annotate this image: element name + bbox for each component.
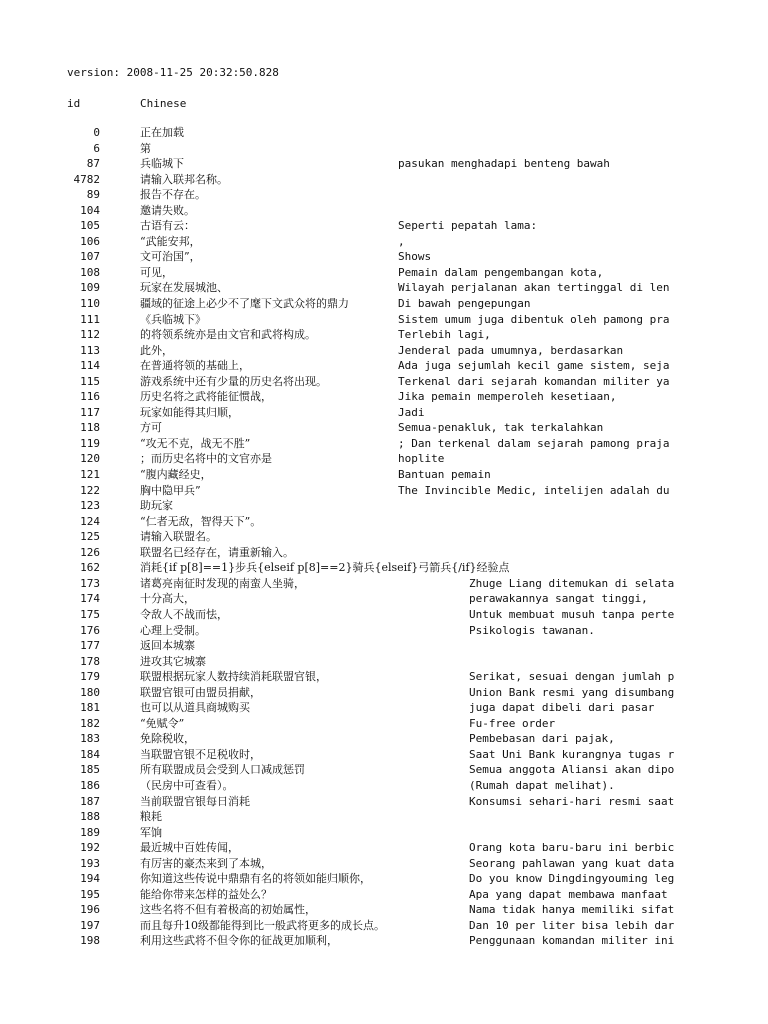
row-translation-text: Jenderal pada umumnya, berdasarkan: [398, 343, 624, 357]
row-chinese-text: 能给你带来怎样的益处么？: [140, 887, 272, 901]
row-id: 187: [80, 794, 100, 808]
row-translation-text: Semua anggota Aliansi akan dipo: [469, 763, 675, 777]
row-chinese-text: “腹内藏经史，: [140, 468, 212, 482]
row-chinese-text: 粮耗: [140, 810, 162, 824]
row-id: 106: [80, 234, 100, 248]
row-chinese-text: 诸葛亮南征时发现的南蛮人坐骑，: [140, 576, 305, 590]
row-translation-text: Seorang pahlawan yang kuat data: [469, 856, 675, 870]
table-row: [0, 747, 768, 763]
row-chinese-text: “武能安邦，: [140, 234, 201, 248]
row-translation-text: The Invincible Medic, intelijen adalah du: [398, 483, 670, 497]
row-chinese-text: 此外，: [140, 343, 173, 357]
row-id: 122: [80, 483, 100, 497]
table-row: [0, 218, 768, 234]
row-id: 175: [80, 607, 100, 621]
table-row: [0, 172, 768, 188]
row-translation-text: Orang kota baru-baru ini berbic: [469, 841, 675, 855]
table-row: [0, 856, 768, 872]
table-row: [0, 483, 768, 499]
row-id: 195: [80, 887, 100, 901]
row-translation-text: Nama tidak hanya memiliki sifat: [469, 903, 675, 917]
table-row: [0, 887, 768, 903]
row-translation-text: Sistem umum juga dibentuk oleh pamong pra: [398, 312, 670, 326]
row-id: 87: [86, 157, 100, 171]
version-line: version: 2008-11-25 20:32:50.828: [67, 66, 279, 79]
table-row: [0, 825, 768, 841]
table-row: [0, 700, 768, 716]
row-id: 109: [80, 281, 100, 295]
row-translation-text: juga dapat dibeli dari pasar: [469, 701, 655, 715]
row-chinese-text: 请输入联盟名。: [140, 530, 217, 544]
row-id: 183: [80, 732, 100, 746]
row-chinese-text: 玩家在发展城池、: [140, 281, 228, 295]
row-id: 177: [80, 639, 100, 653]
row-id: 117: [80, 405, 100, 419]
row-chinese-text: 请输入联邦名称。: [140, 172, 228, 186]
row-chinese-text: 的将领系统亦是由文官和武将构成。: [140, 328, 316, 342]
row-chinese-text: 《兵临城下》: [140, 312, 206, 326]
row-id: 121: [80, 468, 100, 482]
table-row: [0, 141, 768, 157]
table-row: [0, 451, 768, 467]
column-header-row: [0, 97, 768, 111]
row-chinese-text: 历史名将之武将能征惯战，: [140, 390, 272, 404]
table-row: [0, 312, 768, 328]
row-translation-text: Saat Uni Bank kurangnya tugas r: [469, 747, 675, 761]
table-row: [0, 249, 768, 265]
row-chinese-text: 最近城中百姓传闻，: [140, 841, 239, 855]
row-translation-text: Pemain dalam pengembangan kota,: [398, 265, 604, 279]
table-row: [0, 794, 768, 810]
row-id: 193: [80, 856, 100, 870]
row-translation-text: hoplite: [398, 452, 445, 466]
row-id: 6: [93, 141, 100, 155]
row-chinese-text: （民房中可查看）。: [140, 778, 234, 792]
row-translation-text: Apa yang dapat membawa manfaat: [469, 887, 668, 901]
row-chinese-text: 在普通将领的基础上，: [140, 359, 250, 373]
row-translation-text: Shows: [398, 250, 432, 264]
row-chinese-text: 这些名将不但有着极高的初始属性，: [140, 903, 316, 917]
table-row: [0, 420, 768, 436]
table-row: [0, 343, 768, 359]
row-id: 173: [80, 576, 100, 590]
row-chinese-text: “免赋令”: [140, 716, 185, 730]
row-id: 176: [80, 623, 100, 637]
row-chinese-text: 有厉害的豪杰来到了本城，: [140, 856, 272, 870]
table-row: [0, 374, 768, 390]
row-id: 112: [80, 328, 100, 342]
row-translation-text: Seperti pepatah lama:: [398, 219, 538, 233]
table-row: [0, 669, 768, 685]
row-translation-text: Di bawah pengepungan: [398, 297, 531, 311]
row-chinese-text: 兵临城下: [140, 157, 184, 171]
table-row: [0, 358, 768, 374]
row-translation-text: ; Dan terkenal dalam sejarah pamong praja: [398, 436, 670, 450]
table-row: [0, 654, 768, 670]
row-translation-text: Psikologis tawanan.: [469, 623, 595, 637]
row-id: 162: [80, 561, 100, 575]
row-chinese-text: 进攻其它城寨: [140, 654, 206, 668]
table-row: [0, 545, 768, 561]
row-id: 108: [80, 265, 100, 279]
row-translation-text: Jadi: [398, 405, 425, 419]
table-row: [0, 529, 768, 545]
row-id: 198: [80, 934, 100, 948]
row-chinese-text: 免除税收，: [140, 732, 195, 746]
row-translation-text: Terkenal dari sejarah komandan militer ya: [398, 374, 670, 388]
column-header-id: id: [67, 97, 81, 110]
row-id: 185: [80, 763, 100, 777]
table-row: [0, 327, 768, 343]
row-translation-text: Wilayah perjalanan akan tertinggal di len: [398, 281, 670, 295]
row-translation-text: Union Bank resmi yang disumbang: [469, 685, 675, 699]
row-id: 120: [80, 452, 100, 466]
row-id: 118: [80, 421, 100, 435]
table-row: [0, 296, 768, 312]
row-translation-text: Untuk membuat musuh tanpa perte: [469, 607, 675, 621]
row-id: 0: [93, 126, 100, 139]
row-id: 110: [80, 297, 100, 311]
row-translation-text: perawakannya sangat tinggi,: [469, 592, 648, 606]
row-chinese-text: 可见，: [140, 265, 173, 279]
table-row: [0, 762, 768, 778]
row-chinese-text: 方可: [140, 421, 162, 435]
table-row: [0, 685, 768, 701]
row-chinese-text: 联盟官银可由盟员捐献，: [140, 685, 261, 699]
table-row: [0, 591, 768, 607]
row-id: 116: [80, 390, 100, 404]
row-translation-text: Semua-penakluk, tak terkalahkan: [398, 421, 604, 435]
table-row: [0, 731, 768, 747]
row-translation-text: (Rumah dapat melihat).: [469, 778, 615, 792]
row-translation-text: Jika pemain memperoleh kesetiaan,: [398, 390, 617, 404]
table-row: [0, 840, 768, 856]
table-row: [0, 623, 768, 639]
table-row: [0, 389, 768, 405]
table-row: [0, 203, 768, 219]
row-id: 113: [80, 343, 100, 357]
table-row: [0, 918, 768, 934]
row-translation-text: Do you know Dingdingyouming leg: [469, 872, 675, 886]
table-row: [0, 902, 768, 918]
row-chinese-text: 古语有云：: [140, 219, 195, 233]
row-chinese-text: 而且每升10级都能得到比一般武将更多的成长点。: [140, 918, 385, 932]
row-chinese-text: 游戏系统中还有少量的历史名将出现。: [140, 374, 327, 388]
row-chinese-text: 返回本城寨: [140, 639, 195, 653]
row-id: 189: [80, 825, 100, 839]
row-id: 180: [80, 685, 100, 699]
table-row: [0, 560, 768, 576]
row-id: 192: [80, 841, 100, 855]
table-row: [0, 871, 768, 887]
row-id: 104: [80, 203, 100, 217]
row-chinese-text: 邀请失败。: [140, 203, 195, 217]
row-chinese-text: 报告不存在。: [140, 188, 206, 202]
row-id: 4782: [73, 172, 100, 186]
row-translation-text: Zhuge Liang ditemukan di selata: [469, 576, 675, 590]
table-row: [0, 576, 768, 592]
table-row: [0, 638, 768, 654]
translation-table: [0, 125, 768, 949]
row-translation-text: Serikat, sesuai dengan jumlah p: [469, 670, 675, 684]
row-chinese-text: 联盟根据玩家人数持续消耗联盟官银，: [140, 670, 327, 684]
row-chinese-text: 正在加载: [140, 126, 184, 139]
row-id: 107: [80, 250, 100, 264]
row-chinese-text: 十分高大，: [140, 592, 195, 606]
row-id: 126: [80, 545, 100, 559]
row-translation-text: Ada juga sejumlah kecil game sistem, seja: [398, 359, 670, 373]
row-id: 115: [80, 374, 100, 388]
row-translation-text: Dan 10 per liter bisa lebih dar: [469, 918, 675, 932]
row-id: 178: [80, 654, 100, 668]
table-row: [0, 436, 768, 452]
row-translation-text: Konsumsi sehari-hari resmi saat: [469, 794, 675, 808]
row-id: 119: [80, 436, 100, 450]
table-row: [0, 467, 768, 483]
table-row: [0, 405, 768, 421]
row-chinese-text: “攻无不克，战无不胜”: [140, 436, 251, 450]
row-translation-text: pasukan menghadapi benteng bawah: [398, 157, 610, 171]
row-id: 179: [80, 670, 100, 684]
row-id: 194: [80, 872, 100, 886]
row-id: 181: [80, 701, 100, 715]
row-chinese-text: ；而历史名将中的文官亦是: [140, 452, 272, 466]
row-translation-text: Bantuan pemain: [398, 468, 491, 482]
table-row: [0, 933, 768, 949]
table-row: [0, 280, 768, 296]
row-chinese-text: 所有联盟成员会受到人口减成惩罚: [140, 763, 305, 777]
row-chinese-text: 心理上受制。: [140, 623, 206, 637]
row-chinese-text: 你知道这些传说中鼎鼎有名的将领如能归顺你，: [140, 872, 371, 886]
row-id: 182: [80, 716, 100, 730]
table-row: [0, 498, 768, 514]
row-chinese-text: 消耗{if p[8]==1}步兵{elseif p[8]==2}骑兵{elseif}弓箭兵{/if}经验点: [140, 561, 510, 575]
table-row: [0, 156, 768, 172]
row-chinese-text: 玩家如能得其归顺，: [140, 405, 239, 419]
row-translation-text: ,: [398, 234, 405, 248]
row-id: 174: [80, 592, 100, 606]
row-translation-text: Penggunaan komandan militer ini: [469, 934, 675, 948]
table-row: [0, 187, 768, 203]
row-id: 124: [80, 514, 100, 528]
row-id: 188: [80, 810, 100, 824]
table-row: [0, 514, 768, 530]
row-chinese-text: 第: [140, 141, 151, 155]
row-chinese-text: 也可以从道具商城购买: [140, 701, 250, 715]
row-id: 197: [80, 918, 100, 932]
row-chinese-text: 当联盟官银不足税收时，: [140, 747, 261, 761]
table-row: [0, 809, 768, 825]
table-row: [0, 234, 768, 250]
row-id: 111: [80, 312, 100, 326]
row-chinese-text: 利用这些武将不但令你的征战更加顺利，: [140, 934, 338, 948]
row-id: 196: [80, 903, 100, 917]
row-id: 123: [80, 499, 100, 513]
table-row: [0, 778, 768, 794]
table-row: [0, 265, 768, 281]
row-translation-text: Terlebih lagi,: [398, 328, 491, 342]
table-row: [0, 125, 768, 141]
row-id: 105: [80, 219, 100, 233]
row-chinese-text: 联盟名已经存在，请重新输入。: [140, 545, 294, 559]
row-chinese-text: 当前联盟官银每日消耗: [140, 794, 250, 808]
row-chinese-text: 疆域的征途上必少不了麾下文武众将的鼎力: [140, 297, 349, 311]
row-id: 89: [86, 188, 100, 202]
row-chinese-text: 令敌人不战而怯，: [140, 607, 228, 621]
row-chinese-text: 胸中隐甲兵”: [140, 483, 201, 497]
row-id: 114: [80, 359, 100, 373]
row-chinese-text: 文可治国”，: [140, 250, 201, 264]
column-header-chinese: Chinese: [140, 97, 187, 110]
table-row: [0, 716, 768, 732]
row-translation-text: Pembebasan dari pajak,: [469, 732, 615, 746]
row-id: 125: [80, 530, 100, 544]
table-row: [0, 607, 768, 623]
row-id: 184: [80, 747, 100, 761]
row-chinese-text: 军饷: [140, 825, 162, 839]
row-chinese-text: “仁者无敌，智得天下”。: [140, 514, 262, 528]
row-translation-text: Fu-free order: [469, 716, 556, 730]
row-chinese-text: 助玩家: [140, 499, 173, 513]
row-id: 186: [80, 778, 100, 792]
